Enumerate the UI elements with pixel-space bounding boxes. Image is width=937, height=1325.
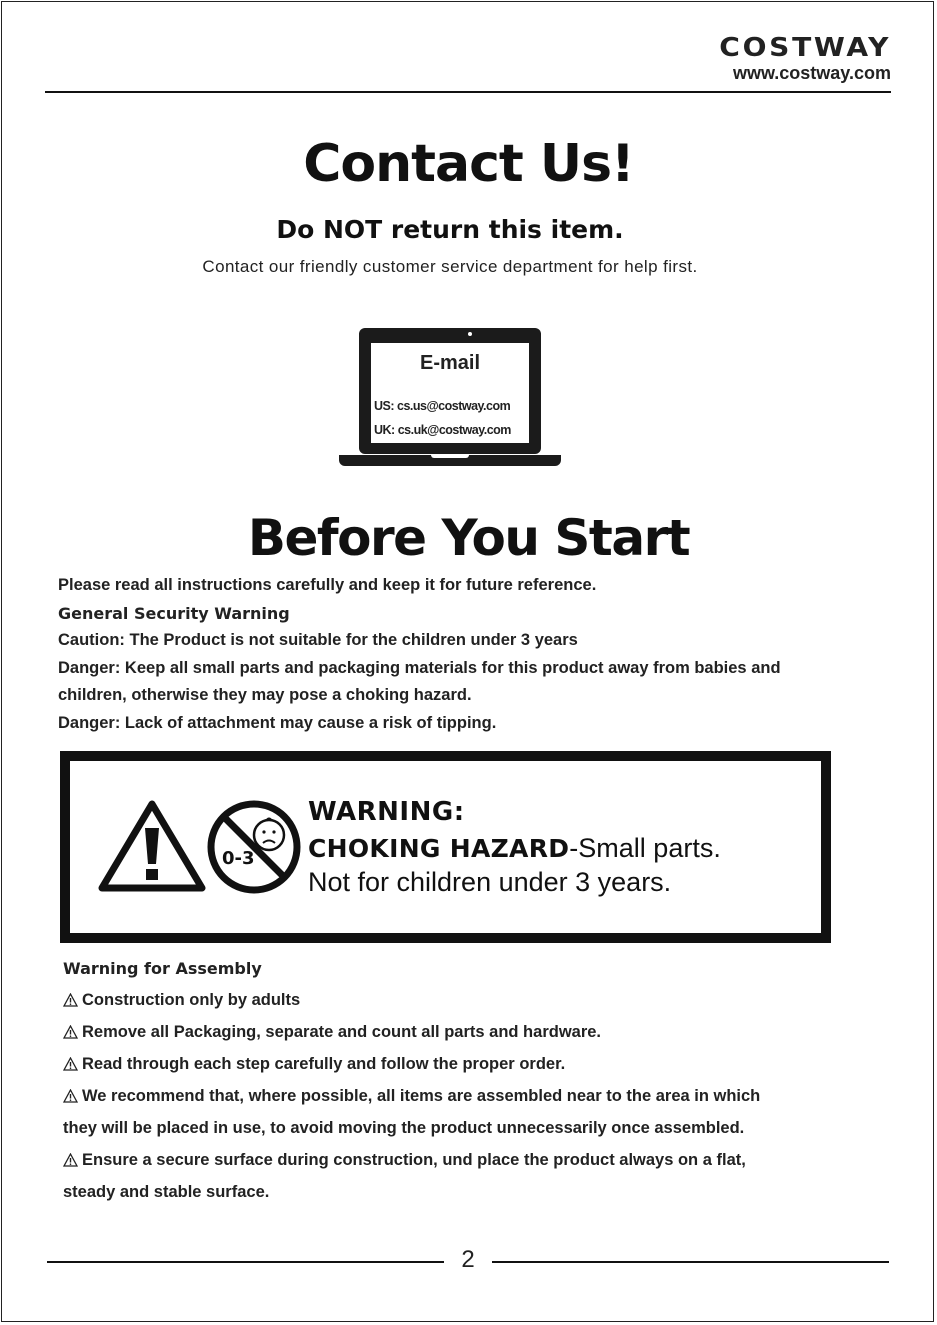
assembly-item: [63, 1151, 746, 1170]
assembly-item-continuation: steady and stable surface.: [63, 1183, 270, 1201]
choking-hazard-label: CHOKING HAZARD: [308, 834, 570, 863]
assembly-item-text: We recommend that, where possible, all items are assembled near to the area in which: [82, 1087, 761, 1105]
header-rule: [45, 91, 891, 93]
instruction-line: Please read all instructions carefully and keep it for future reference.: [58, 576, 597, 594]
email-title: E-mail: [419, 352, 481, 374]
assembly-item-text: Read through each step carefully and follow the proper order.: [82, 1055, 566, 1073]
assembly-item-text: Construction only by adults: [82, 991, 301, 1009]
warning-triangle-icon: [97, 798, 207, 894]
email-uk: UK: cs.uk@costway.com: [374, 423, 511, 437]
assembly-item-text: Ensure a secure surface during construction, und place the product always on a flat,: [82, 1151, 746, 1169]
small-parts-text: -Small parts.: [569, 833, 721, 863]
age-label: 0-3: [222, 848, 255, 869]
caution-icon: [63, 993, 78, 1007]
assembly-warning-title: Warning for Assembly: [63, 959, 262, 978]
email-us: US: cs.us@costway.com: [374, 399, 511, 413]
assembly-item: [63, 1055, 565, 1074]
choking-hazard-line: [308, 833, 721, 864]
assembly-item-text: Remove all Packaging, separate and count all parts and hardware.: [82, 1023, 602, 1041]
no-children-under-3-icon: [206, 799, 302, 895]
assembly-item: [63, 991, 300, 1010]
warning-heading: WARNING:: [308, 797, 465, 827]
assembly-item: [63, 1023, 601, 1042]
laptop-notch: [431, 455, 469, 458]
assembly-item: [63, 1087, 760, 1106]
choking-hazard-warning-box: [60, 751, 831, 943]
danger-line: Danger: Keep all small parts and packaging materials for this product away from babies and: [58, 659, 781, 677]
caution-icon: [63, 1089, 78, 1103]
laptop-camera: [468, 332, 472, 336]
caution-icon: [63, 1057, 78, 1071]
brand-logo: COSTWAY: [719, 33, 891, 63]
assembly-item-continuation: they will be placed in use, to avoid moving the product unnecessarily once assembled.: [63, 1119, 745, 1137]
footer-rule-left: [47, 1261, 444, 1263]
danger-tipping-line: Danger: Lack of attachment may cause a risk of tipping.: [58, 714, 497, 732]
footer-rule-right: [492, 1261, 889, 1263]
caution-line: Caution: The Product is not suitable for the children under 3 years: [58, 631, 578, 649]
caution-icon: [63, 1153, 78, 1167]
age-restriction-text: Not for children under 3 years.: [308, 867, 672, 897]
caution-icon: [63, 1025, 78, 1039]
danger-line-cont: children, otherwise they may pose a choking hazard.: [58, 686, 472, 704]
security-warning-heading: General Security Warning: [58, 604, 290, 623]
brand-header: [719, 33, 891, 83]
laptop-icon: [339, 328, 561, 468]
contact-title: Contact Us!: [303, 134, 634, 194]
contact-subtitle: Contact our friendly customer service department for help first.: [202, 257, 698, 276]
laptop-screen: [371, 343, 529, 443]
before-you-start-title: Before You Start: [247, 509, 690, 567]
no-return-notice: Do NOT return this item.: [276, 215, 624, 244]
brand-url: www.costway.com: [732, 63, 891, 83]
page-number: 2: [461, 1246, 475, 1273]
